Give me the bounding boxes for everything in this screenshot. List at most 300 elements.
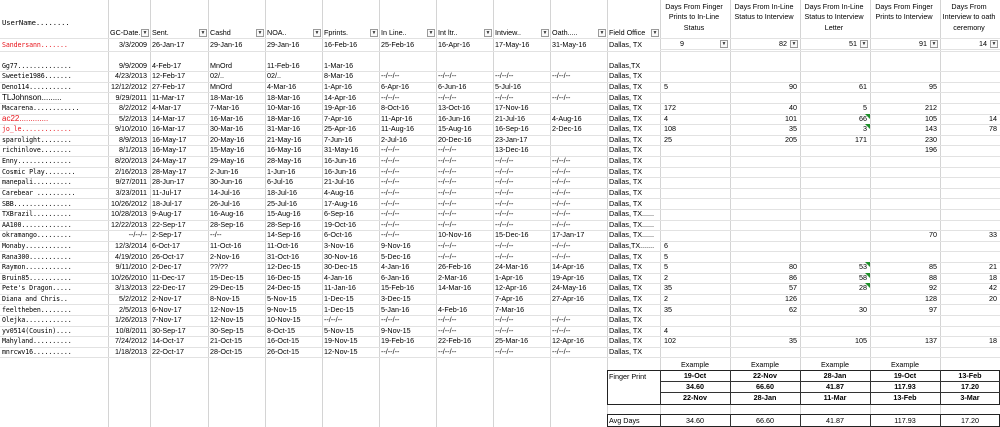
data-cell[interactable]: 11-Mar-17 <box>152 93 185 102</box>
data-cell[interactable]: 12/3/2014 <box>115 241 147 250</box>
data-cell[interactable]: 105 <box>855 336 867 345</box>
data-cell[interactable]: 10/28/2013 <box>111 209 147 218</box>
data-cell[interactable]: 13-Dec-16 <box>495 145 529 154</box>
data-cell[interactable]: 5 <box>664 252 668 261</box>
data-cell[interactable] <box>550 103 607 114</box>
data-cell[interactable]: --/--/-- <box>438 326 457 335</box>
data-cell[interactable] <box>940 188 1000 199</box>
data-cell[interactable]: 5/2/2013 <box>119 114 147 123</box>
data-cell[interactable]: Dallas, TX <box>609 167 643 176</box>
data-cell[interactable]: 12-Feb-17 <box>152 71 186 80</box>
data-cell[interactable] <box>800 177 870 188</box>
data-cell[interactable]: Dallas, TX...... <box>609 230 655 239</box>
data-cell[interactable]: 29-May-16 <box>210 156 245 165</box>
data-cell[interactable]: 14-Jul-16 <box>210 188 240 197</box>
data-cell[interactable]: --/--/-- <box>495 167 514 176</box>
data-cell[interactable] <box>800 61 870 72</box>
data-cell[interactable] <box>870 220 940 231</box>
data-cell[interactable]: Dallas, TX <box>609 283 643 292</box>
username-cell[interactable]: TLJohnson......... <box>2 93 62 102</box>
data-cell[interactable] <box>940 40 1000 51</box>
data-cell[interactable]: 4-Feb-16 <box>438 305 468 314</box>
data-cell[interactable] <box>550 61 607 72</box>
data-cell[interactable]: --/--/-- <box>381 177 400 186</box>
data-cell[interactable] <box>800 209 870 220</box>
data-cell[interactable]: 8/20/2013 <box>115 156 147 165</box>
data-cell[interactable]: 1-Dec-15 <box>324 294 354 303</box>
data-cell[interactable]: --/--/-- <box>495 315 514 324</box>
data-cell[interactable]: 25-Mar-16 <box>495 336 529 345</box>
username-cell[interactable]: Olejka............ <box>2 316 72 324</box>
data-cell[interactable]: 14-Oct-17 <box>152 336 184 345</box>
data-cell[interactable]: Dallas, TX <box>609 156 643 165</box>
filter-dropdown-icon[interactable]: ▼ <box>991 41 997 47</box>
data-cell[interactable]: Dallas, TX <box>609 347 643 356</box>
data-cell[interactable] <box>870 315 940 326</box>
data-cell[interactable]: Dallas, TX <box>609 315 643 324</box>
data-cell[interactable]: 8-Oct-15 <box>267 326 295 335</box>
data-cell[interactable]: --/--/-- <box>381 209 400 218</box>
data-cell[interactable]: Dallas, TX...... <box>609 209 655 218</box>
data-cell[interactable]: 21-May-16 <box>267 135 302 144</box>
data-cell[interactable]: 19-Oct-16 <box>324 220 356 229</box>
data-cell[interactable]: 15-Dec-16 <box>495 230 529 239</box>
data-cell[interactable] <box>940 82 1000 93</box>
data-cell[interactable]: 80 <box>789 262 797 271</box>
data-cell[interactable]: 23-Jan-17 <box>495 135 528 144</box>
header-username[interactable]: UserName........ <box>2 18 70 27</box>
data-cell[interactable]: Dallas, TX <box>609 124 643 133</box>
data-cell[interactable]: 12-Nov-15 <box>210 315 244 324</box>
data-cell[interactable]: 2/5/2013 <box>119 305 147 314</box>
data-cell[interactable]: --/--/-- <box>495 209 514 218</box>
data-cell[interactable]: 28-Sep-16 <box>267 220 301 229</box>
data-cell[interactable]: 5-Dec-16 <box>381 252 411 261</box>
username-cell[interactable]: manepali.......... <box>2 178 72 186</box>
data-cell[interactable]: Dallas, TX <box>609 305 643 314</box>
data-cell[interactable]: 33 <box>989 230 997 239</box>
data-cell[interactable]: 15-Aug-16 <box>438 124 472 133</box>
data-cell[interactable]: 90 <box>789 82 797 91</box>
data-cell[interactable] <box>800 230 870 241</box>
data-cell[interactable]: Dallas,TX....... <box>609 241 655 250</box>
data-cell[interactable]: 17-May-16 <box>495 40 530 49</box>
data-cell[interactable]: 8/1/2013 <box>119 145 147 154</box>
data-cell[interactable]: 3/13/2013 <box>115 283 147 292</box>
data-cell[interactable]: --/--/-- <box>438 71 457 80</box>
data-cell[interactable] <box>940 347 1000 358</box>
data-cell[interactable] <box>660 347 730 358</box>
data-cell[interactable]: 3/3/2009 <box>119 40 147 49</box>
data-cell[interactable]: 25 <box>664 135 672 144</box>
data-cell[interactable]: 1-Apr-16 <box>324 82 352 91</box>
header-oath[interactable]: Oath..... <box>552 28 578 37</box>
username-cell[interactable]: AA100............. <box>2 221 72 229</box>
data-cell[interactable] <box>660 315 730 326</box>
data-cell[interactable]: 30-Mar-16 <box>210 124 244 133</box>
data-cell[interactable]: --/--/-- <box>381 156 400 165</box>
data-cell[interactable]: 126 <box>785 294 797 303</box>
data-cell[interactable]: 1-Dec-15 <box>324 305 354 314</box>
data-cell[interactable]: --/--/-- <box>324 315 343 324</box>
data-cell[interactable] <box>870 156 940 167</box>
data-cell[interactable] <box>660 188 730 199</box>
data-cell[interactable] <box>870 347 940 358</box>
data-cell[interactable]: 1-Mar-16 <box>324 61 354 70</box>
data-cell[interactable] <box>940 220 1000 231</box>
header-fo[interactable]: Field Office <box>609 28 646 37</box>
data-cell[interactable]: 11-Oct-16 <box>267 241 299 250</box>
data-cell[interactable]: 8-Mar-16 <box>324 71 354 80</box>
data-cell[interactable] <box>800 93 870 104</box>
data-cell[interactable]: 21 <box>989 262 997 271</box>
data-cell[interactable]: 11-Oct-16 <box>210 241 242 250</box>
data-cell[interactable]: 30-Dec-15 <box>324 262 358 271</box>
data-cell[interactable]: 2-Dec-17 <box>152 262 182 271</box>
data-cell[interactable]: 16-May-16 <box>267 145 302 154</box>
data-cell[interactable]: 20-May-16 <box>210 135 245 144</box>
data-cell[interactable]: 16-Aug-16 <box>210 209 244 218</box>
data-cell[interactable]: 4/19/2010 <box>115 252 147 261</box>
data-cell[interactable]: --/--/-- <box>438 145 457 154</box>
filter-dropdown-icon[interactable]: ▼ <box>652 30 658 36</box>
header-d3[interactable]: Days From In-Line Status to Interview Letter <box>804 2 864 32</box>
username-cell[interactable]: Bruin85........... <box>2 274 72 282</box>
data-cell[interactable]: 6-Oct-16 <box>324 230 352 239</box>
data-cell[interactable]: 86 <box>789 273 797 282</box>
data-cell[interactable]: Dallas, TX <box>609 114 643 123</box>
data-cell[interactable]: Dallas, TX <box>609 145 643 154</box>
data-cell[interactable]: --/--/-- <box>128 230 147 239</box>
data-cell[interactable] <box>800 252 870 263</box>
data-cell[interactable] <box>550 145 607 156</box>
header-sent[interactable]: Sent. <box>152 28 169 37</box>
data-cell[interactable]: 4 <box>664 326 668 335</box>
data-cell[interactable] <box>870 326 940 337</box>
data-cell[interactable]: 4-Feb-17 <box>152 61 182 70</box>
data-cell[interactable] <box>800 220 870 231</box>
data-cell[interactable] <box>730 220 800 231</box>
data-cell[interactable]: 15-Feb-16 <box>381 283 415 292</box>
data-cell[interactable]: 24-Mar-16 <box>495 262 529 271</box>
header-d4[interactable]: Days From Finger Prints to Interview <box>875 2 933 22</box>
data-cell[interactable] <box>940 93 1000 104</box>
username-cell[interactable]: sparolight........ <box>2 136 72 144</box>
data-cell[interactable] <box>800 188 870 199</box>
data-cell[interactable] <box>800 40 870 51</box>
data-cell[interactable]: 61 <box>859 82 867 91</box>
data-cell[interactable] <box>660 199 730 210</box>
data-cell[interactable]: 10-Nov-16 <box>438 230 472 239</box>
data-cell[interactable]: 8-Oct-16 <box>381 103 409 112</box>
data-cell[interactable]: 2-Nov-17 <box>152 294 182 303</box>
data-cell[interactable]: --/--/-- <box>495 220 514 229</box>
data-cell[interactable] <box>800 315 870 326</box>
data-cell[interactable]: 2-Dec-16 <box>552 124 582 133</box>
data-cell[interactable]: 28-Oct-15 <box>210 347 242 356</box>
header-il[interactable]: In Line.. <box>381 28 407 37</box>
data-cell[interactable]: --/--/-- <box>438 177 457 186</box>
data-cell[interactable]: 5-Nov-15 <box>267 294 297 303</box>
data-cell[interactable]: Dallas, TX <box>609 294 643 303</box>
data-cell[interactable]: --/--/-- <box>495 241 514 250</box>
data-cell[interactable]: 18 <box>989 273 997 282</box>
data-cell[interactable]: --/--/-- <box>552 188 571 197</box>
data-cell[interactable]: 16-Mar-17 <box>152 124 186 133</box>
data-cell[interactable]: 10-Nov-15 <box>267 315 301 324</box>
data-cell[interactable]: 16-May-17 <box>152 135 187 144</box>
data-cell[interactable]: --/--/-- <box>438 93 457 102</box>
data-cell[interactable]: 31-Mar-16 <box>267 124 301 133</box>
data-cell[interactable]: 12-Nov-15 <box>324 347 358 356</box>
data-cell[interactable]: 4-Aug-16 <box>552 114 582 123</box>
data-cell[interactable]: 9/11/2010 <box>115 262 147 271</box>
data-cell[interactable]: 7-Mar-16 <box>495 305 525 314</box>
data-cell[interactable]: 14-Mar-16 <box>438 283 472 292</box>
data-cell[interactable]: 171 <box>855 135 867 144</box>
data-cell[interactable]: 35 <box>664 305 672 314</box>
data-cell[interactable] <box>660 61 730 72</box>
data-cell[interactable]: Dallas, TX <box>609 336 643 345</box>
data-cell[interactable]: 102 <box>664 336 676 345</box>
data-cell[interactable]: --/-- <box>210 230 222 239</box>
data-cell[interactable] <box>940 156 1000 167</box>
data-cell[interactable] <box>660 145 730 156</box>
data-cell[interactable] <box>730 93 800 104</box>
username-cell[interactable]: okramango......... <box>2 231 72 239</box>
data-cell[interactable] <box>940 103 1000 114</box>
data-cell[interactable]: 29-Dec-15 <box>210 283 244 292</box>
data-cell[interactable]: 18 <box>989 336 997 345</box>
data-cell[interactable] <box>660 230 730 241</box>
data-cell[interactable]: MnOrd <box>210 82 232 91</box>
data-cell[interactable]: 16-May-17 <box>152 145 187 154</box>
data-cell[interactable] <box>940 209 1000 220</box>
data-cell[interactable]: 25-Apr-16 <box>324 124 356 133</box>
data-cell[interactable]: --/--/-- <box>438 209 457 218</box>
data-cell[interactable]: 18-Mar-16 <box>267 114 301 123</box>
data-cell[interactable] <box>550 82 607 93</box>
data-cell[interactable]: 31-May-16 <box>324 145 359 154</box>
data-cell[interactable]: 2-Nov-16 <box>210 252 240 261</box>
filter-dropdown-icon[interactable]: ▼ <box>485 30 491 36</box>
data-cell[interactable]: --/--/-- <box>552 241 571 250</box>
data-cell[interactable]: 21-Jul-16 <box>324 177 354 186</box>
data-cell[interactable] <box>870 177 940 188</box>
data-cell[interactable]: 28 <box>859 283 867 292</box>
data-cell[interactable] <box>730 40 800 51</box>
data-cell[interactable]: 40 <box>789 103 797 112</box>
data-cell[interactable]: 3/23/2011 <box>115 188 147 197</box>
filter-dropdown-icon[interactable]: ▼ <box>428 30 434 36</box>
data-cell[interactable]: 4-Mar-17 <box>152 103 182 112</box>
data-cell[interactable]: 35 <box>664 283 672 292</box>
data-cell[interactable]: 19-Apr-16 <box>324 103 356 112</box>
data-cell[interactable]: 14-Mar-17 <box>152 114 186 123</box>
data-cell[interactable]: 15-May-16 <box>210 145 245 154</box>
filter-dropdown-icon[interactable]: ▼ <box>542 30 548 36</box>
data-cell[interactable]: Dallas, TX <box>609 177 643 186</box>
data-cell[interactable] <box>940 135 1000 146</box>
data-cell[interactable]: 4-Jan-16 <box>381 262 410 271</box>
data-cell[interactable]: 9-Aug-17 <box>152 209 182 218</box>
data-cell[interactable] <box>870 93 940 104</box>
filter-dropdown-icon[interactable]: ▼ <box>200 30 206 36</box>
username-cell[interactable]: Sandersann....... <box>2 41 68 49</box>
data-cell[interactable]: --/--/-- <box>438 188 457 197</box>
data-cell[interactable]: --/--/-- <box>381 315 400 324</box>
data-cell[interactable]: 19-Apr-16 <box>552 273 584 282</box>
data-cell[interactable]: 9/27/2011 <box>115 177 147 186</box>
data-cell[interactable]: 11-Dec-17 <box>152 273 186 282</box>
data-cell[interactable]: --/--/-- <box>552 252 571 261</box>
data-cell[interactable]: 6-Oct-17 <box>152 241 180 250</box>
username-cell[interactable]: Cosmic Play........ <box>2 168 76 176</box>
data-cell[interactable]: 24-Dec-15 <box>267 283 301 292</box>
data-cell[interactable]: 9-Nov-15 <box>267 305 297 314</box>
data-cell[interactable]: 62 <box>789 305 797 314</box>
data-cell[interactable] <box>660 220 730 231</box>
data-cell[interactable] <box>730 347 800 358</box>
data-cell[interactable]: --/--/-- <box>381 167 400 176</box>
header-cashd[interactable]: Cashd <box>210 28 231 37</box>
data-cell[interactable]: --/--/-- <box>381 347 400 356</box>
data-cell[interactable] <box>940 61 1000 72</box>
username-cell[interactable]: Mahyland.......... <box>2 337 72 345</box>
data-cell[interactable]: 95 <box>929 82 937 91</box>
data-cell[interactable] <box>940 167 1000 178</box>
data-cell[interactable]: 17-Aug-16 <box>324 199 358 208</box>
data-cell[interactable]: 97 <box>929 305 937 314</box>
data-cell[interactable]: 24-May-16 <box>552 283 587 292</box>
data-cell[interactable]: 12/22/2013 <box>111 220 147 229</box>
data-cell[interactable]: 12-Apr-16 <box>552 336 584 345</box>
data-cell[interactable] <box>870 61 940 72</box>
username-cell[interactable]: Enny.............. <box>2 157 72 165</box>
data-cell[interactable]: 16-Jun-16 <box>324 167 357 176</box>
data-cell[interactable]: 3 <box>863 124 867 133</box>
header-d2[interactable]: Days From In-Line Status to Interview <box>734 2 794 22</box>
data-cell[interactable]: 11-Feb-16 <box>267 61 300 70</box>
username-cell[interactable]: Gg77.............. <box>2 62 72 70</box>
data-cell[interactable]: 16-Apr-16 <box>438 40 470 49</box>
data-cell[interactable] <box>800 156 870 167</box>
header-gc[interactable]: GC-Date. <box>110 28 141 37</box>
data-cell[interactable]: 12-Dec-15 <box>267 262 301 271</box>
data-cell[interactable]: 02/.. <box>267 71 281 80</box>
data-cell[interactable]: 1/18/2013 <box>115 347 147 356</box>
data-cell[interactable]: --/--/-- <box>495 347 514 356</box>
data-cell[interactable]: 7-Nov-17 <box>152 315 182 324</box>
username-cell[interactable]: Raymon............ <box>2 263 72 271</box>
data-cell[interactable]: 9-Nov-15 <box>381 326 411 335</box>
data-cell[interactable]: --/--/-- <box>381 145 400 154</box>
data-cell[interactable] <box>940 326 1000 337</box>
data-cell[interactable] <box>730 230 800 241</box>
data-cell[interactable] <box>870 241 940 252</box>
data-cell[interactable]: 42 <box>989 283 997 292</box>
data-cell[interactable]: 15-Aug-16 <box>267 209 301 218</box>
data-cell[interactable]: 4-Mar-16 <box>267 82 297 91</box>
data-cell[interactable] <box>730 167 800 178</box>
data-cell[interactable]: 14-Apr-16 <box>552 262 584 271</box>
data-cell[interactable]: 11-Aug-16 <box>381 124 415 133</box>
data-cell[interactable] <box>940 315 1000 326</box>
data-cell[interactable] <box>660 167 730 178</box>
data-cell[interactable]: 9/10/2010 <box>115 124 147 133</box>
data-cell[interactable]: 31-May-16 <box>552 40 587 49</box>
data-cell[interactable]: 18-Mar-16 <box>210 93 244 102</box>
username-cell[interactable]: Macarena............ <box>2 104 80 112</box>
data-cell[interactable]: 26-Jan-17 <box>152 40 185 49</box>
data-cell[interactable]: 19-Nov-15 <box>324 336 358 345</box>
data-cell[interactable]: --/--/-- <box>381 199 400 208</box>
data-cell[interactable] <box>660 71 730 82</box>
data-cell[interactable]: Dallas, TX <box>609 252 643 261</box>
data-cell[interactable]: 70 <box>929 230 937 239</box>
data-cell[interactable]: 6-Jul-16 <box>267 177 293 186</box>
data-cell[interactable]: 28-Sep-16 <box>210 220 244 229</box>
data-cell[interactable] <box>870 188 940 199</box>
data-cell[interactable]: 2-Mar-16 <box>438 273 468 282</box>
data-cell[interactable]: 25-Jul-16 <box>267 199 297 208</box>
data-cell[interactable]: 26-Oct-17 <box>152 252 184 261</box>
data-cell[interactable] <box>730 326 800 337</box>
header-ilt[interactable]: Int ltr.. <box>438 28 458 37</box>
username-cell[interactable]: Deno114........... <box>2 83 72 91</box>
username-cell[interactable]: Rana300........... <box>2 253 72 261</box>
data-cell[interactable] <box>800 167 870 178</box>
data-cell[interactable]: 28-May-16 <box>267 156 302 165</box>
username-cell[interactable]: feeltheben........ <box>2 306 72 314</box>
data-cell[interactable]: 143 <box>925 124 937 133</box>
data-cell[interactable] <box>870 71 940 82</box>
data-cell[interactable]: --/--/-- <box>552 209 571 218</box>
data-cell[interactable]: 16-Jun-16 <box>438 114 471 123</box>
data-cell[interactable]: 10/8/2011 <box>115 326 147 335</box>
data-cell[interactable]: 53 <box>859 262 867 271</box>
data-cell[interactable]: Dallas, TX <box>609 273 643 282</box>
data-cell[interactable]: --/--/-- <box>552 315 571 324</box>
data-cell[interactable]: 29-Jan-16 <box>267 40 300 49</box>
data-cell[interactable] <box>379 61 436 72</box>
data-cell[interactable] <box>436 294 493 305</box>
data-cell[interactable] <box>800 294 870 305</box>
data-cell[interactable]: 12-Nov-15 <box>210 305 244 314</box>
data-cell[interactable]: 24-May-17 <box>152 156 187 165</box>
data-cell[interactable]: 2 <box>664 273 668 282</box>
data-cell[interactable]: 196 <box>925 145 937 154</box>
data-cell[interactable] <box>660 209 730 220</box>
username-cell[interactable]: TXBrazil.......... <box>2 210 72 218</box>
data-cell[interactable]: 17-Nov-16 <box>495 103 529 112</box>
data-cell[interactable]: --/--/-- <box>552 326 571 335</box>
data-cell[interactable]: 6-Sep-16 <box>324 209 354 218</box>
data-cell[interactable]: 12/12/2012 <box>111 82 147 91</box>
data-cell[interactable]: --/--/-- <box>381 188 400 197</box>
data-cell[interactable]: 22-Feb-16 <box>438 336 472 345</box>
data-cell[interactable]: 21-Jul-16 <box>495 114 525 123</box>
data-cell[interactable]: 18-Jul-17 <box>152 199 182 208</box>
username-cell[interactable]: Monaby............ <box>2 242 72 250</box>
data-cell[interactable] <box>493 61 550 72</box>
data-cell[interactable]: 16-Sep-16 <box>495 124 529 133</box>
data-cell[interactable] <box>870 40 940 51</box>
data-cell[interactable] <box>730 209 800 220</box>
data-cell[interactable] <box>730 199 800 210</box>
data-cell[interactable] <box>870 167 940 178</box>
filter-dropdown-icon[interactable]: ▼ <box>257 30 263 36</box>
